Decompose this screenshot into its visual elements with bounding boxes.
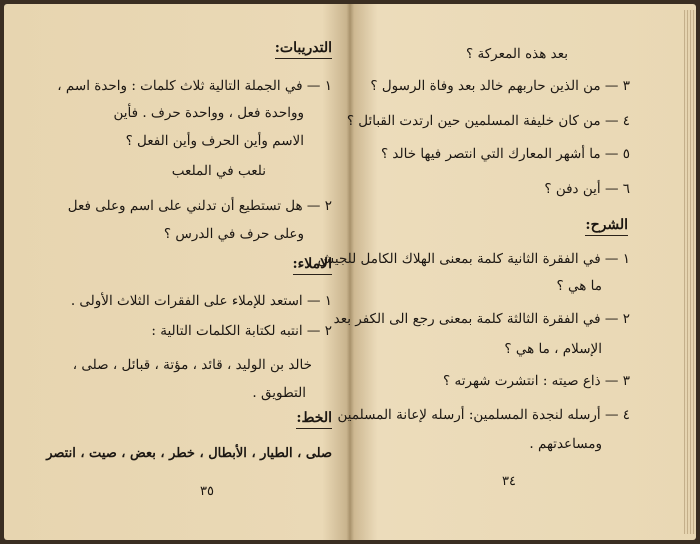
page-stack-edge [684, 10, 696, 534]
explanation-2-line-1: ٢ — في الفقرة الثالثة كلمة بمعنى رجع الى الكفر بعد [333, 311, 630, 327]
question-5: ٥ — ما أشهر المعارك التي انتصر فيها خالد ؟ [380, 146, 630, 162]
left-page [4, 4, 346, 540]
exercise-2-line-1: ٢ — هل تستطيع أن تدلني على اسم وعلى فعل [67, 198, 332, 214]
question-4: ٤ — من كان خليفة المسلمين حين ارتدت القبائل ؟ [346, 113, 630, 129]
explanation-1-line-2: ما هي ؟ [556, 278, 602, 294]
explanation-1-line-1: ١ — في الفقرة الثانية كلمة بمعنى الهلاك الكامل للجيش [317, 251, 630, 267]
right-page [317, 4, 696, 540]
heading-explanation: الشرح: [585, 217, 628, 236]
explanation-4-line-2: ومساعدتهم . [529, 436, 602, 452]
dictation-words-line-1: خالد بن الوليد ، قائد ، مؤتة ، قبائل ، صلى ، [72, 357, 312, 373]
exercise-1-line-3: الاسم وأين الحرف وأين الفعل ؟ [125, 133, 304, 149]
dictation-item-1: ١ — استعد للإملاء على الفقرات الثلاث الأولى . [70, 293, 332, 309]
handwriting-line: صلى ، الطيار ، الأبطال ، خطر ، بعض ، صيت ، انتصر [46, 446, 332, 461]
explanation-4-line-1: ٤ — أرسله لنجدة المسلمين: أرسله لإعانة المسلمين [337, 407, 630, 423]
question-6: ٦ — أين دفن ؟ [544, 181, 630, 197]
page-number-left: ٣٥ [200, 484, 214, 499]
heading-dictation: الاملاء: [293, 256, 332, 275]
explanation-2-line-2: الإسلام ، ما هي ؟ [504, 341, 602, 357]
exercise-1-sentence: نلعب في الملعب [171, 163, 266, 179]
dictation-words-line-2: التطويق . [252, 385, 306, 401]
page-number-right: ٣٤ [502, 474, 516, 489]
question-3: ٣ — من الذين حاربهم خالد بعد وفاة الرسول ؟ [370, 78, 630, 94]
question-continuation: بعد هذه المعركة ؟ [466, 46, 568, 62]
exercise-2-line-2: وعلى حرف في الدرس ؟ [163, 226, 304, 242]
dictation-item-2: ٢ — انتبه لكتابة الكلمات التالية : [151, 323, 332, 339]
book-spread [4, 4, 696, 540]
heading-handwriting: الخط: [296, 410, 332, 429]
exercise-1-line-1: ١ — في الجملة التالية ثلاث كلمات : واحدة اسم ، [57, 78, 332, 94]
explanation-3: ٣ — ذاع صيته : انتشرت شهرته ؟ [443, 373, 630, 389]
exercise-1-line-2: وواحدة فعل ، وواحدة حرف . فأين [113, 105, 304, 121]
heading-exercises: التدريبات: [275, 40, 332, 59]
